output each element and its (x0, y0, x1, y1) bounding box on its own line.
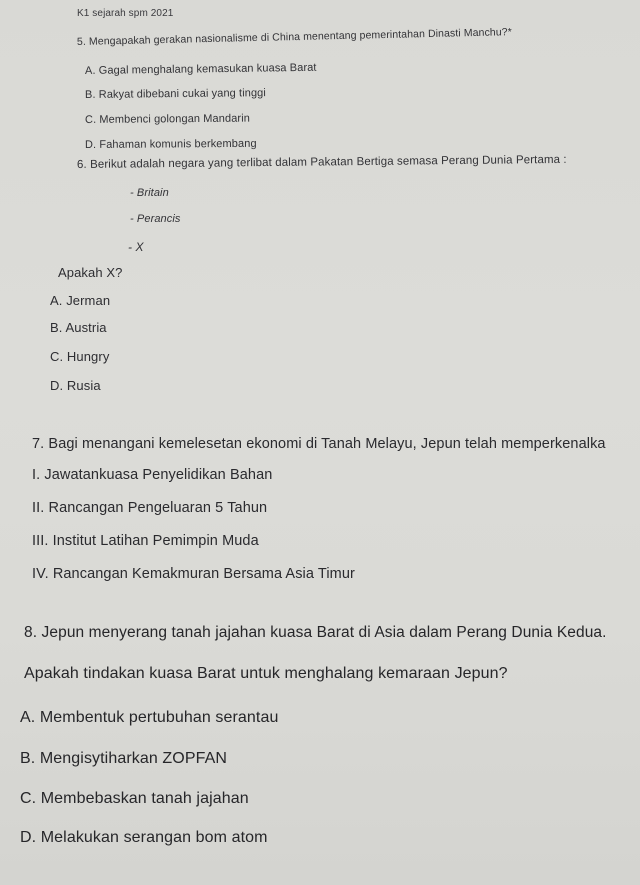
q6-prompt: Apakah X? (58, 265, 123, 280)
q5-question: 5. Mengapakah gerakan nasionalisme di China menentang pemerintahan Dinasti Manchu?* (76, 26, 513, 48)
q7-question: 7. Bagi menangani kemelesetan ekonomi di Tanah Melayu, Jepun telah memperkenalka (32, 436, 606, 452)
q7-option-1: I. Jawatankuasa Penyelidikan Bahan (32, 467, 273, 483)
q8-option-b: B. Mengisytiharkan ZOPFAN (20, 750, 228, 767)
q6-question: 6. Berikut adalah negara yang terlibat dalam Pakatan Bertiga semasa Perang Dunia Pertama : (76, 153, 567, 171)
q6-item-1: - Britain (130, 187, 169, 199)
q6-item-3: - X (128, 240, 144, 254)
q8-option-c: C. Membebaskan tanah jajahan (20, 790, 249, 807)
q7-option-3: III. Institut Latihan Pemimpin Muda (32, 533, 259, 549)
q8-option-a: A. Membentuk pertubuhan serantau (20, 709, 279, 726)
q6-option-d: D. Rusia (50, 378, 101, 393)
q6-item-2: - Perancis (130, 213, 181, 225)
q6-option-c: C. Hungry (50, 349, 110, 364)
q5-option-d: D. Fahaman komunis berkembang (84, 137, 257, 151)
q8-question: 8. Jepun menyerang tanah jajahan kuasa Barat di Asia dalam Perang Dunia Kedua. (24, 624, 607, 641)
paper-header: K1 sejarah spm 2021 (77, 8, 174, 19)
q7-option-2: II. Rancangan Pengeluaran 5 Tahun (32, 500, 268, 516)
q8-prompt: Apakah tindakan kuasa Barat untuk menghalang kemaraan Jepun? (24, 665, 508, 682)
q6-option-a: A. Jerman (50, 293, 111, 308)
q5-option-b: B. Rakyat dibebani cukai yang tinggi (84, 87, 266, 101)
q5-option-a: A. Gagal menghalang kemasukan kuasa Barat (84, 61, 317, 77)
q6-option-b: B. Austria (50, 320, 107, 335)
q7-option-4: IV. Rancangan Kemakmuran Bersama Asia Timur (32, 566, 355, 582)
q5-option-c: C. Membenci golongan Mandarin (84, 112, 250, 126)
q8-option-d: D. Melakukan serangan bom atom (20, 829, 268, 846)
